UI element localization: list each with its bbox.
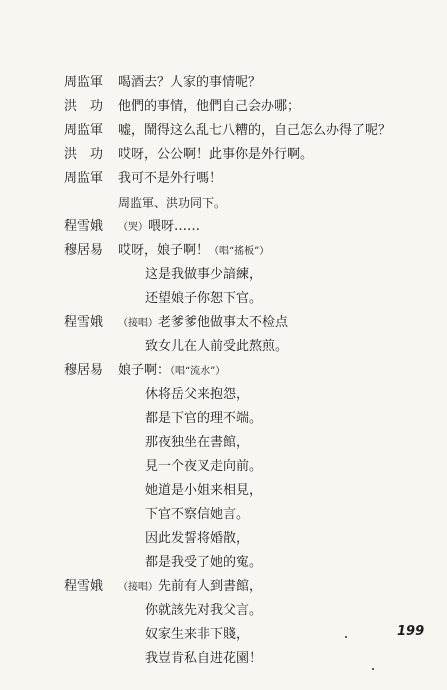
dialogue-line — [118, 579, 262, 596]
dialogue-line — [118, 219, 200, 236]
dialogue-line — [118, 243, 269, 260]
verse-line: 你就該先对我父言。 — [145, 603, 263, 618]
speaker-label: 程雪娥 — [64, 579, 104, 594]
stage-note: （接唱） — [118, 318, 158, 329]
verse-line: 奴家生来非下賤， — [145, 627, 250, 642]
verse-line: 我豈肯私自进花園！ — [145, 651, 263, 666]
speck-mark — [345, 636, 347, 638]
stage-note: （哭） — [118, 222, 148, 233]
speaker-label: 周监軍 — [64, 123, 104, 138]
speaker-label: 周监軍 — [64, 75, 104, 90]
verse-line: 下官不察信她言。 — [145, 507, 250, 522]
stage-note: （唱“搖板”） — [209, 246, 270, 257]
verse-line: 还望娘子你恕下官。 — [145, 291, 263, 306]
verse-line: 那夜独坐在書館， — [145, 435, 250, 450]
verse-line: 都是下官的理不端。 — [145, 411, 263, 426]
dialogue-text: 喂呀…… — [148, 219, 201, 234]
speaker-label: 程雪娥 — [64, 315, 104, 330]
verse-line: 見一个夜叉走向前。 — [145, 459, 263, 474]
dialogue-text: 哎呀，公公啊！此事你是外行啊。 — [118, 147, 314, 162]
dialogue-line — [118, 315, 288, 332]
dialogue-text: 喝酒去？人家的事情呢？ — [118, 75, 262, 90]
speaker-label: 周监軍 — [64, 171, 104, 186]
speaker-label: 穆居易 — [64, 243, 104, 258]
page-number: 199 — [397, 624, 425, 639]
verse-line: 致女儿在人前受此熬煎。 — [145, 339, 289, 354]
verse-line: 这是我做事少諳練， — [145, 267, 263, 282]
speaker-label: 洪 功 — [64, 147, 104, 162]
dialogue-text: 娘子啊： — [118, 363, 171, 378]
verse-line: 都是我受了她的寃。 — [145, 555, 263, 570]
verse-line: 她道是小姐来相見， — [145, 483, 263, 498]
speck-mark — [372, 668, 374, 670]
speaker-label: 程雪娥 — [64, 219, 104, 234]
speaker-label: 洪 功 — [64, 99, 104, 114]
dialogue-line — [118, 363, 225, 380]
dialogue-text: 我可不是外行嗎！ — [118, 171, 223, 186]
speaker-label: 穆居易 — [64, 363, 104, 378]
dialogue-text: 老爹爹他做事太不检点 — [158, 315, 289, 330]
verse-line: 因此发誓将婚散， — [145, 531, 250, 546]
dialogue-text: 先前有人到書館， — [158, 579, 263, 594]
stage-note: （唱“流水”） — [170, 366, 226, 377]
dialogue-text: 嘘，鬧得这么乱七八糟的，自己怎么办得了呢？ — [118, 123, 392, 138]
dialogue-text: 哎呀，娘子啊！ — [118, 243, 210, 258]
stage-note: （接唱） — [118, 582, 158, 593]
verse-line: 休将岳父来抱怨， — [145, 387, 250, 402]
dialogue-text: 他們的事情，他們自己会办哪； — [118, 99, 301, 114]
stage-direction: 周监軍、洪功同下。 — [118, 196, 227, 210]
